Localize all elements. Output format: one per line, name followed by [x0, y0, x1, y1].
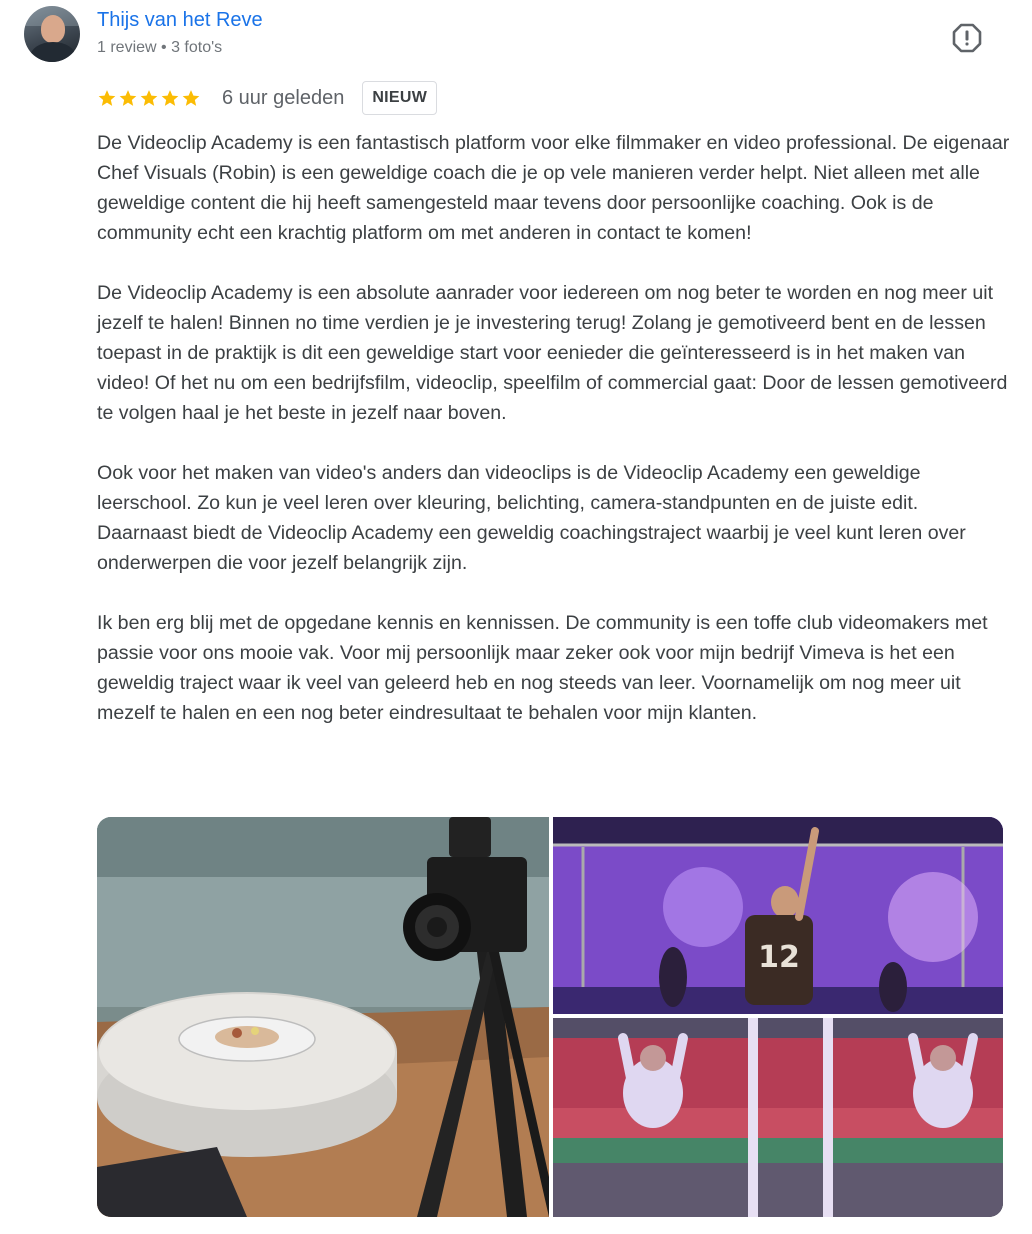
- jersey-number: 12: [758, 940, 800, 975]
- star-icon: [139, 88, 159, 108]
- review-text: [97, 128, 1012, 728]
- photo-stage-performance[interactable]: [553, 817, 1003, 1014]
- photo-stadium[interactable]: [553, 1018, 1003, 1217]
- review-paragraph: De Videoclip Academy is een absolute aanrader voor iedereen om nog beter te worden en nog meer uit jezelf te halen! Binnen no time verdien je je investering terug! Zolang je gemotiveerd bent en de lessen toepast in de praktijk is dit een geweldige start voor eenieder die geïnteresseerd is in het maken van video! Of het nu om een bedrijfsfilm, videoclip, speelfilm of commercial gaat: Door de lessen gemotiveerd te volgen haal je het beste in jezelf naar boven.: [97, 282, 1008, 424]
- review-paragraph: Ik ben erg blij met de opgedane kennis en kennissen. De community is een toffe club videomakers met passie voor ons mooie vak. Voor mij persoonlijk maar zeker ook voor mijn bedrijf Vimeva is het een geweldig traject waar ik veel van geleerd heb en nog steeds van leer. Voornamelijk om nog meer uit mezelf te halen en een nog beter eindresultaat te behalen voor mijn klanten.: [97, 612, 988, 724]
- report-button[interactable]: [951, 22, 983, 54]
- stadium-illustration: [553, 1018, 1003, 1217]
- avatar-shoulders: [30, 42, 76, 62]
- review-paragraph: De Videoclip Academy is een fantastisch platform voor elke filmmaker en video professional. De eigenaar Chef Visuals (Robin) is een geweldige coach die je op vele manieren verder helpt. Niet alleen met alle geweldige content die hij heeft samengesteld maar tevens door persoonlijke coaching. Ook is de community echt een krachtig platform om met anderen in contact te komen!: [97, 132, 1010, 244]
- new-badge: NIEUW: [362, 81, 437, 115]
- star-icon: [181, 88, 201, 108]
- star-icon: [97, 88, 117, 108]
- photo-food-camera-setup[interactable]: [97, 817, 549, 1217]
- star-icon: [118, 88, 138, 108]
- stage-illustration: [553, 817, 1003, 1014]
- author-meta: 1 review • 3 foto's: [97, 39, 223, 56]
- star-icon: [160, 88, 180, 108]
- report-flag-icon: [951, 22, 983, 54]
- food-camera-illustration: [97, 817, 549, 1217]
- review-time: 6 uur geleden: [222, 86, 345, 109]
- review-paragraph: Ook voor het maken van video's anders dan videoclips is de Videoclip Academy een geweldige leerschool. Zo kun je veel leren over kleuring, belichting, camera-standpunten en de juiste edit. Daarnaast biedt de Videoclip Academy een geweldig coachingstraject waarbij je veel kunt leren over onderwerpen die voor jezelf belangrijk zijn.: [97, 462, 966, 574]
- author-avatar[interactable]: [24, 6, 80, 62]
- avatar-face: [41, 15, 65, 43]
- photo-gallery: [97, 817, 1003, 1217]
- author-name-link[interactable]: Thijs van het Reve: [97, 9, 263, 31]
- rating-row: [97, 81, 437, 115]
- star-rating: [97, 88, 202, 108]
